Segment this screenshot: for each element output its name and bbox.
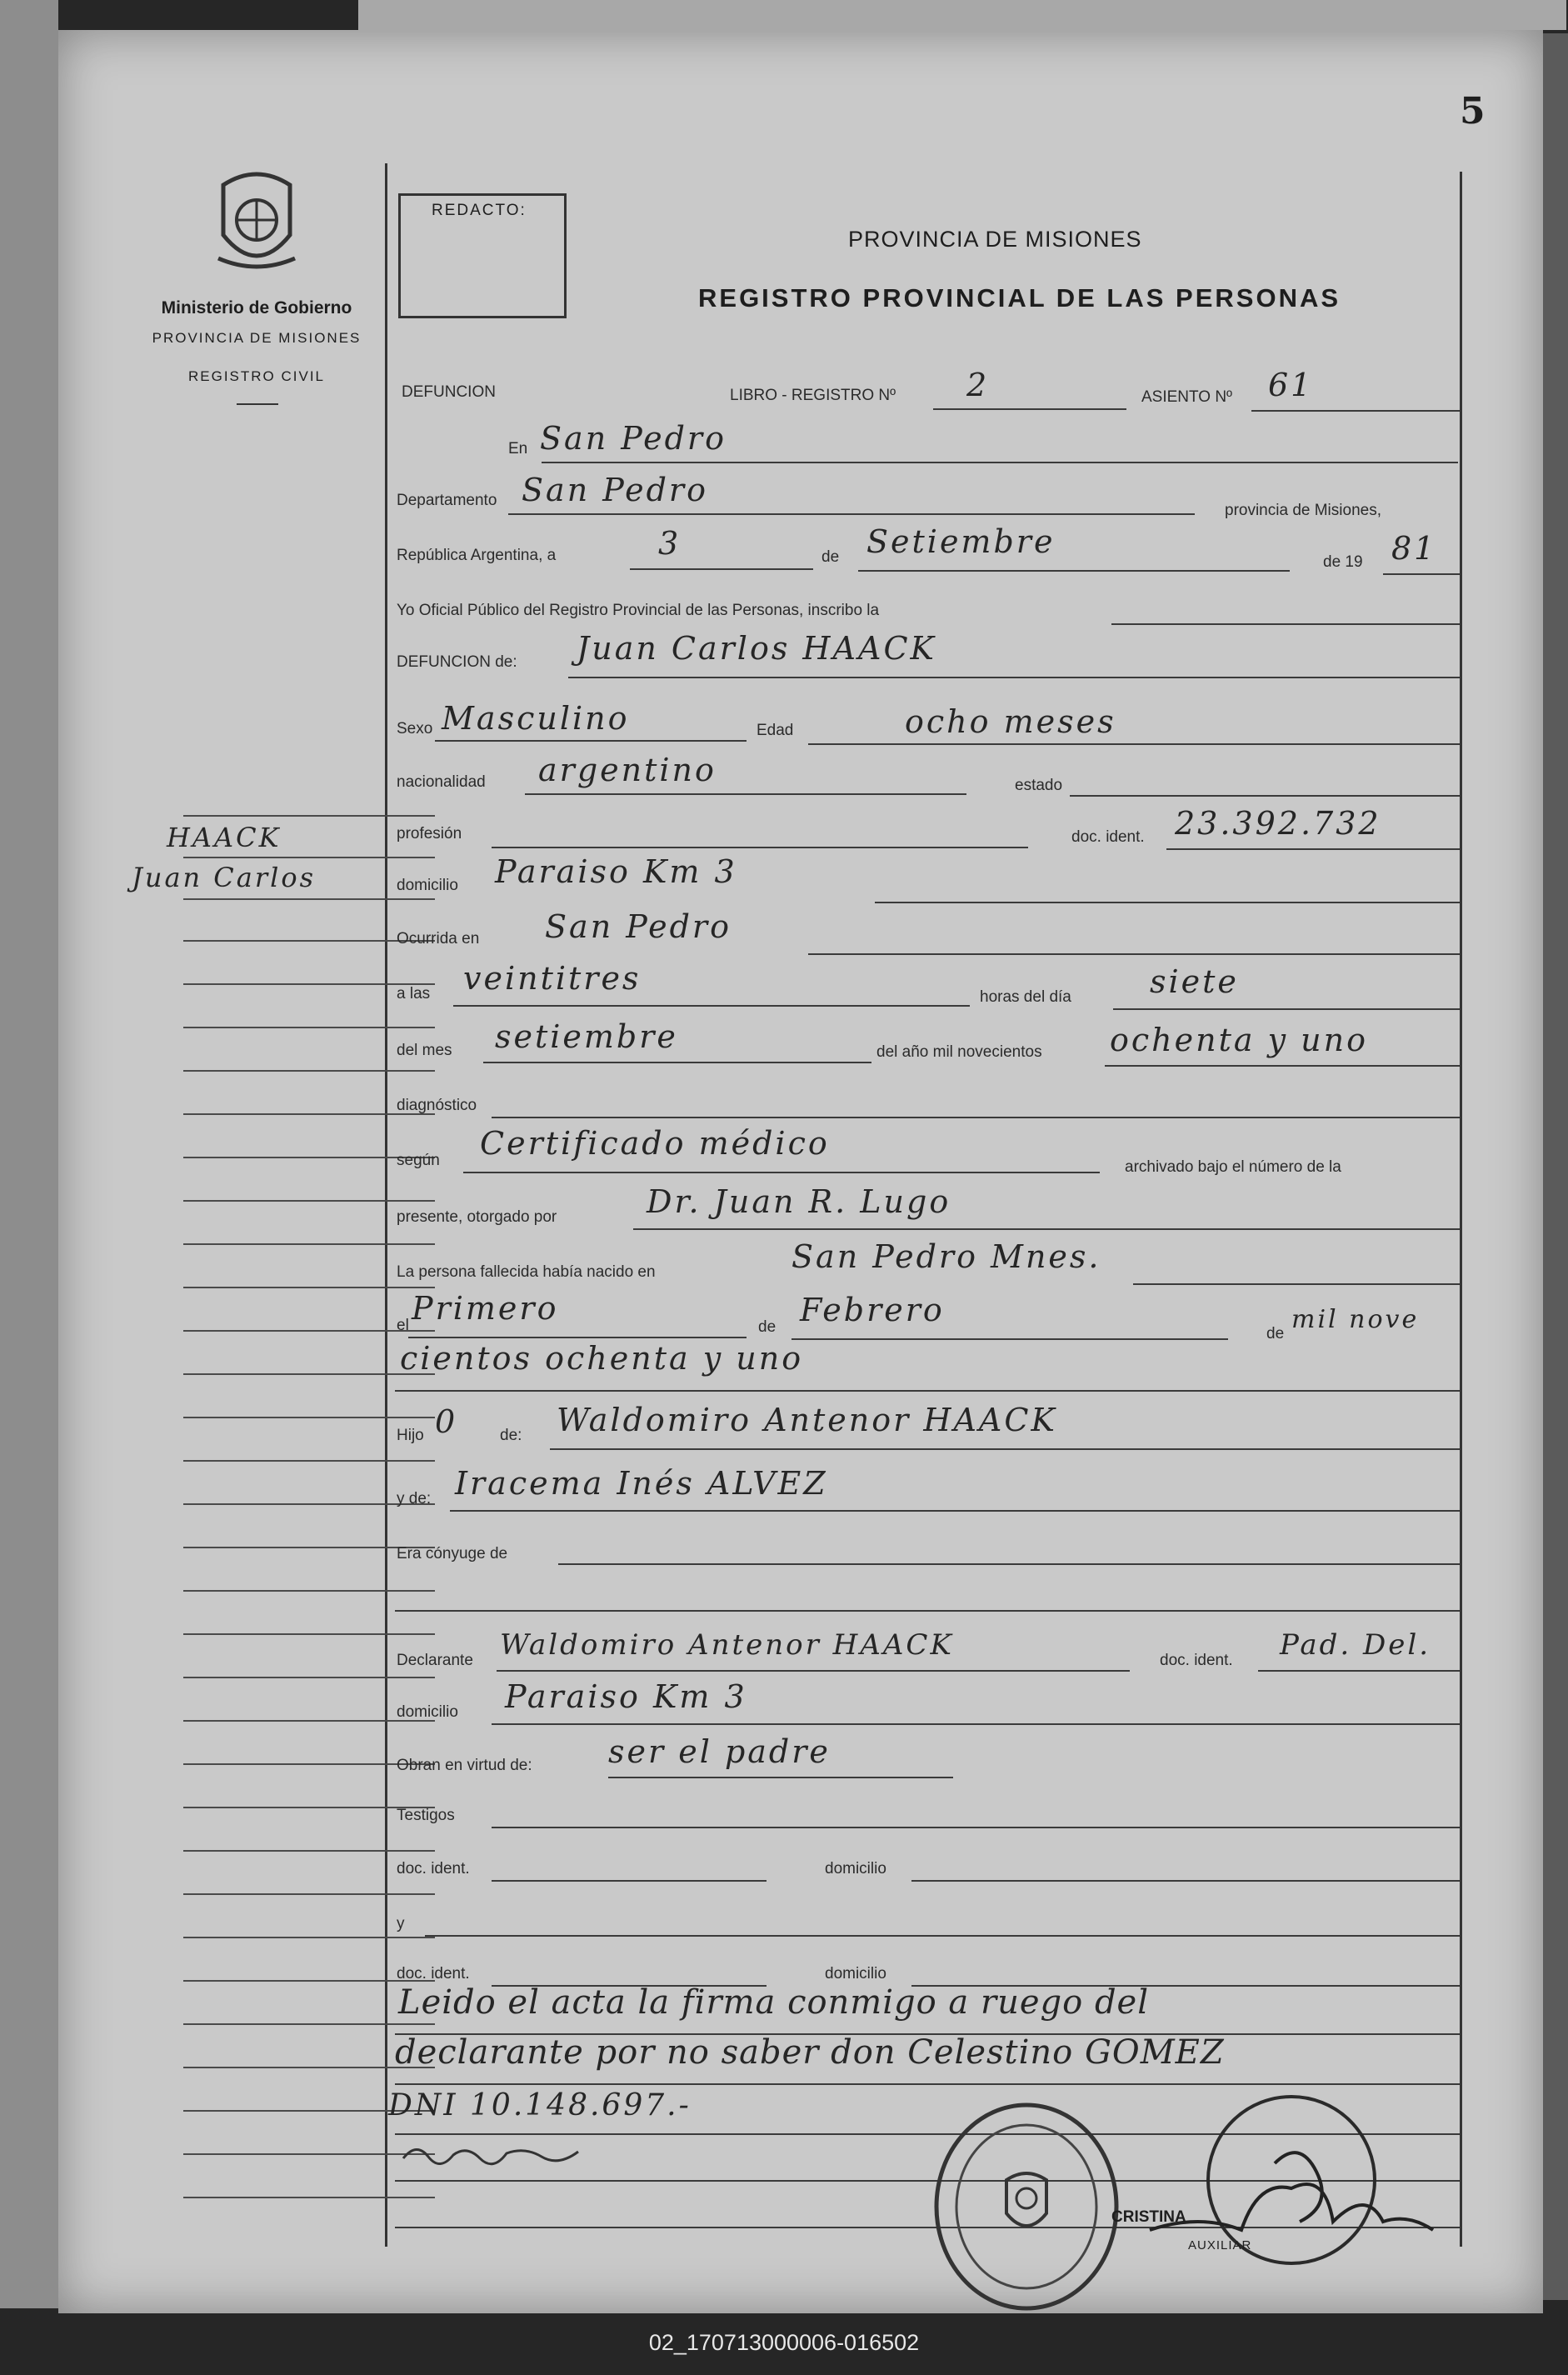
doc-ident-label: doc. ident. [1071, 828, 1145, 846]
testigo2-doc-label: doc. ident. [397, 1965, 470, 1982]
margin-surname: HAACK [167, 822, 282, 853]
declarante-domicilio-label: domicilio [397, 1703, 458, 1721]
margin-given-names: Juan Carlos [132, 862, 317, 893]
asiento-label: ASIENTO Nº [1141, 388, 1232, 406]
dia-nac-value: Primero [412, 1290, 559, 1327]
lugar-nac-value: San Pedro Mnes. [791, 1238, 1101, 1275]
document-page [58, 30, 1543, 2313]
domicilio-value: Paraiso Km 3 [495, 853, 737, 890]
en-label: En [508, 440, 528, 458]
defuncion-label: DEFUNCION [402, 383, 496, 401]
sexo-value: Masculino [442, 700, 630, 737]
page-number: 5 [1460, 90, 1486, 132]
presente-label: presente, otorgado por [397, 1208, 557, 1226]
ano-value: 81 [1391, 530, 1437, 567]
official-signature-icon [1133, 2088, 1450, 2280]
doc-value: 23.392.732 [1175, 805, 1381, 842]
edad-label: Edad [757, 722, 794, 739]
hora-value: veintitres [463, 960, 642, 997]
closing-line-1: Leido el acta la firma conmigo a ruego del [398, 1983, 1150, 2022]
republica-label: República Argentina, a [397, 547, 557, 564]
dia-texto-value: siete [1150, 963, 1239, 1000]
padre-value: Waldomiro Antenor HAACK [557, 1402, 1057, 1438]
libro-value: 2 [966, 367, 990, 403]
y-label: y [397, 1915, 405, 1932]
right-margin-line [1460, 172, 1462, 2247]
declarante-value: Waldomiro Antenor HAACK [500, 1628, 954, 1662]
del-ano-label: del año mil novecientos [876, 1043, 1042, 1061]
obran-value: ser el padre [608, 1733, 831, 1770]
mes-texto-value: setiembre [495, 1018, 678, 1055]
declarante-doc-value: Pad. Del. [1280, 1628, 1431, 1662]
left-margin-line [385, 163, 387, 2247]
en-value: San Pedro [540, 420, 727, 457]
nombre-value: Juan Carlos HAACK [577, 630, 936, 667]
testigos-label: Testigos [397, 1807, 455, 1824]
declarante-doc-label: doc. ident. [1160, 1652, 1233, 1669]
diagnostico-label: diagnóstico [397, 1097, 477, 1114]
otorgado-value: Dr. Juan R. Lugo [647, 1183, 951, 1220]
profesion-label: profesión [397, 825, 462, 842]
closing-line-3: DNI 10.148.697.- [388, 2088, 692, 2122]
registry-title: REGISTRO PROVINCIAL DE LAS PERSONAS [698, 283, 1341, 312]
domicilio-label: domicilio [397, 877, 458, 894]
yo-oficial-label: Yo Oficial Público del Registro Provincial de las Personas, inscribo la [397, 602, 880, 619]
dia-value: 3 [658, 525, 682, 562]
background-left-page [0, 0, 58, 2308]
mes-nac-value: Febrero [800, 1292, 945, 1328]
nacionalidad-label: nacionalidad [397, 773, 486, 791]
de19-label: de 19 [1323, 553, 1363, 571]
ocurrida-value: San Pedro [545, 908, 732, 945]
nacionalidad-value: argentino [538, 752, 717, 788]
official-signature-name: CRISTINA [1111, 2208, 1186, 2226]
ministry-divider [237, 403, 278, 405]
witness-signature-icon [400, 2137, 583, 2170]
footer-document-id: 02_170713000006-016502 [648, 2330, 920, 2355]
de-label-1: de [821, 548, 840, 566]
ministry-province: PROVINCIA DE MISIONES [152, 330, 362, 346]
obran-label: Obran en virtud de: [397, 1757, 532, 1774]
del-mes-label: del mes [397, 1042, 452, 1059]
declarante-dom-value: Paraiso Km 3 [505, 1678, 747, 1715]
edad-value: ocho meses [905, 703, 1116, 740]
defuncion-de-label: DEFUNCION de: [397, 653, 517, 671]
madre-value: Iracema Inés ALVEZ [455, 1465, 828, 1502]
ano-nac-value-1: mil nove [1291, 1305, 1420, 1334]
segun-label: según [397, 1152, 440, 1169]
background-top [358, 0, 1566, 30]
testigo1-domicilio-label: domicilio [825, 1860, 886, 1878]
y-de-label: y de: [397, 1490, 432, 1508]
a-las-label: a las [397, 985, 431, 1002]
provincia-label: provincia de Misiones, [1225, 502, 1381, 519]
province-title: PROVINCIA DE MISIONES [848, 227, 1142, 252]
de-label-3: de [1266, 1325, 1285, 1342]
de-label-2: de [758, 1318, 777, 1336]
official-stamp-icon [928, 2100, 1125, 2333]
archivado-label: archivado bajo el número de la [1125, 1158, 1341, 1176]
asiento-value: 61 [1268, 367, 1314, 403]
background-right-edge [1543, 33, 1568, 2300]
declarante-label: Declarante [397, 1652, 473, 1669]
segun-value: Certificado médico [480, 1125, 830, 1162]
libro-label: LIBRO - REGISTRO Nº [730, 387, 896, 404]
ano-nac-value-2: cientos ochenta y uno [400, 1340, 804, 1377]
ministry-name: Ministerio de Gobierno [161, 298, 352, 318]
el-label: el [397, 1317, 409, 1334]
ministry-office: REGISTRO CIVIL [187, 368, 326, 384]
hijo-value: 0 [435, 1403, 458, 1440]
departamento-value: San Pedro [522, 472, 708, 508]
closing-line-2: declarante por no saber don Celestino GOMEZ [395, 2033, 1225, 2072]
sexo-label: Sexo [397, 720, 433, 738]
estado-label: estado [1015, 777, 1063, 794]
mes-value: Setiembre [866, 523, 1056, 560]
testigo2-domicilio-label: domicilio [825, 1965, 886, 1982]
conyuge-label: Era cónyuge de [397, 1545, 508, 1562]
horas-label: horas del día [980, 988, 1071, 1006]
redacto-label: REDACTO: [432, 202, 527, 219]
coat-of-arms-icon [207, 168, 307, 280]
departamento-label: Departamento [397, 492, 497, 509]
ano-texto-value: ochenta y uno [1110, 1022, 1368, 1058]
hijo-de-label: de: [500, 1427, 522, 1444]
ocurrida-label: Ocurrida en [397, 930, 480, 948]
testigo1-doc-label: doc. ident. [397, 1860, 470, 1878]
nacido-label: La persona fallecida había nacido en [397, 1263, 656, 1281]
official-signature-role: AUXILIAR [1188, 2238, 1252, 2252]
hijo-label: Hijo [397, 1427, 424, 1444]
